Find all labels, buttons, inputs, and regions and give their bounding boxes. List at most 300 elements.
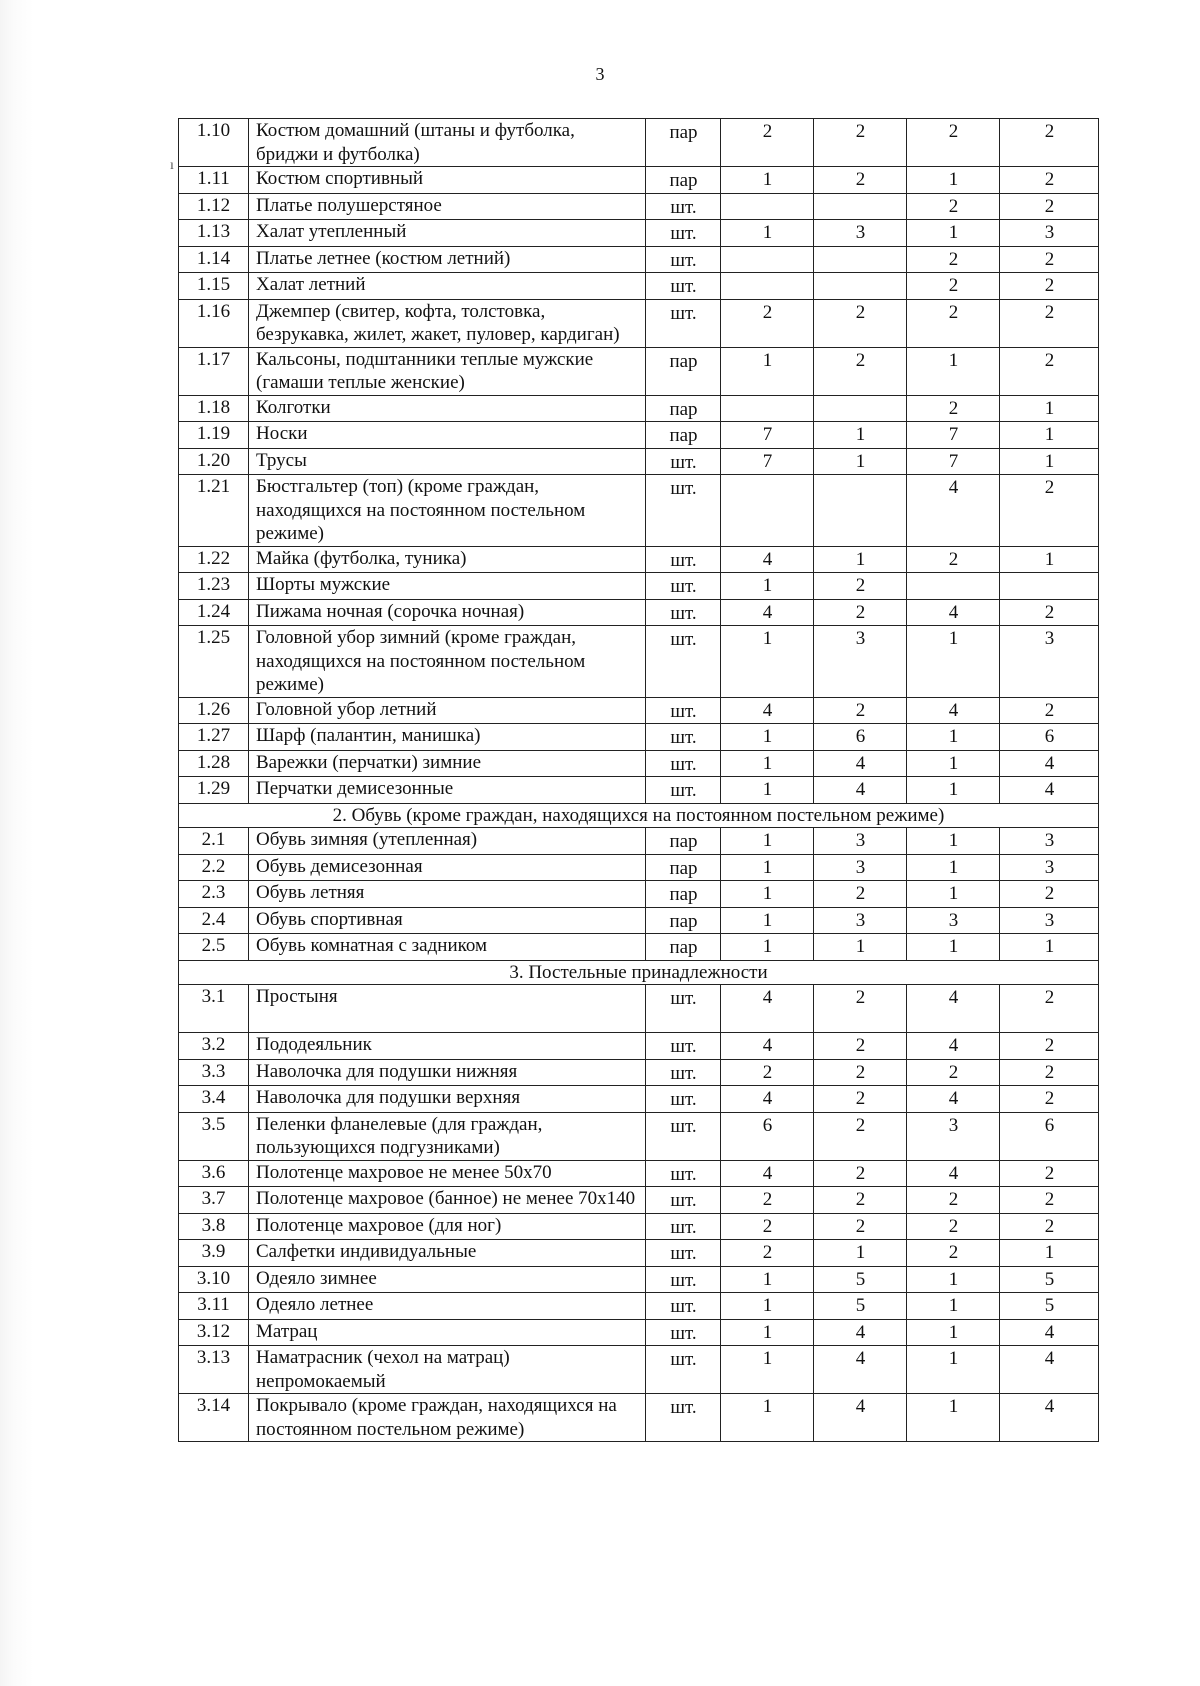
item-name: Платье полушерстяное [249,193,646,220]
item-unit: шт. [646,1059,721,1086]
item-qty-1: 1 [721,777,814,804]
item-qty-3: 7 [907,448,1000,475]
item-number: 1.11 [179,167,249,194]
item-qty-3: 4 [907,599,1000,626]
item-qty-1 [721,246,814,273]
item-qty-1 [721,475,814,547]
item-name: Простыня [249,985,646,1033]
item-number: 1.24 [179,599,249,626]
item-name: Салфетки индивидуальные [249,1240,646,1267]
table-row [179,750,1099,777]
item-qty-2: 2 [814,299,907,347]
item-unit: шт. [646,193,721,220]
item-name: Наматрасник (чехол на матрац) непромокаемый [249,1346,646,1394]
item-unit: шт. [646,220,721,247]
item-name: Головной убор зимний (кроме граждан, находящихся на постоянном постельном режиме) [249,626,646,698]
item-number: 3.4 [179,1086,249,1113]
item-qty-2: 4 [814,750,907,777]
table-row [179,1213,1099,1240]
item-unit: пар [646,881,721,908]
item-qty-4: 4 [1000,750,1099,777]
item-qty-4: 2 [1000,347,1099,395]
item-name: Костюм спортивный [249,167,646,194]
table-row [179,246,1099,273]
clothing-norms-table [178,118,1099,1442]
table-row [179,546,1099,573]
item-name: Матрац [249,1319,646,1346]
item-unit: шт. [646,1266,721,1293]
item-unit: шт. [646,1213,721,1240]
item-qty-1: 1 [721,220,814,247]
item-qty-1: 4 [721,985,814,1033]
item-number: 1.25 [179,626,249,698]
item-qty-4: 2 [1000,1059,1099,1086]
item-qty-2: 3 [814,854,907,881]
table-row [179,1319,1099,1346]
item-qty-4: 1 [1000,395,1099,422]
item-qty-3: 3 [907,1112,1000,1160]
item-qty-3: 3 [907,907,1000,934]
item-unit: шт. [646,1086,721,1113]
item-qty-4: 6 [1000,1112,1099,1160]
item-unit: шт. [646,448,721,475]
table-row [179,422,1099,449]
item-name: Обувь комнатная с задником [249,934,646,961]
item-unit: пар [646,167,721,194]
table-row [179,220,1099,247]
item-unit: шт. [646,626,721,698]
item-qty-2: 1 [814,422,907,449]
item-qty-2 [814,273,907,300]
item-name: Покрывало (кроме граждан, находящихся на постоянном постельном режиме) [249,1394,646,1442]
item-unit: шт. [646,750,721,777]
item-number: 3.9 [179,1240,249,1267]
item-qty-3: 1 [907,1346,1000,1394]
item-unit: шт. [646,573,721,600]
item-qty-3: 4 [907,985,1000,1033]
item-name: Перчатки демисезонные [249,777,646,804]
item-number: 1.14 [179,246,249,273]
table-row [179,907,1099,934]
item-number: 2.2 [179,854,249,881]
item-qty-2 [814,193,907,220]
item-qty-4: 2 [1000,475,1099,547]
item-unit: пар [646,934,721,961]
item-qty-1 [721,193,814,220]
item-unit: шт. [646,546,721,573]
item-qty-1: 2 [721,119,814,167]
item-qty-1: 1 [721,881,814,908]
item-unit: шт. [646,777,721,804]
item-qty-3: 2 [907,1059,1000,1086]
item-qty-4: 2 [1000,1160,1099,1187]
item-qty-2: 6 [814,724,907,751]
item-unit: шт. [646,697,721,724]
item-qty-1: 7 [721,422,814,449]
item-name: Пеленки фланелевые (для граждан, пользующихся подгузниками) [249,1112,646,1160]
item-name: Полотенце махровое (банное) не менее 70х140 [249,1187,646,1214]
item-unit: пар [646,422,721,449]
item-number: 1.18 [179,395,249,422]
item-qty-2: 2 [814,985,907,1033]
item-qty-1: 1 [721,626,814,698]
item-qty-4: 3 [1000,626,1099,698]
table-row [179,1394,1099,1442]
item-unit: шт. [646,246,721,273]
item-number: 1.15 [179,273,249,300]
item-qty-2: 2 [814,1160,907,1187]
item-number: 3.6 [179,1160,249,1187]
item-qty-2: 1 [814,448,907,475]
item-qty-1: 1 [721,828,814,855]
item-qty-1: 4 [721,546,814,573]
item-qty-1: 2 [721,299,814,347]
item-name: Обувь зимняя (утепленная) [249,828,646,855]
item-qty-4: 1 [1000,934,1099,961]
item-qty-1: 2 [721,1187,814,1214]
item-name: Кальсоны, подштанники теплые мужские (гамаши теплые женские) [249,347,646,395]
item-qty-3: 1 [907,347,1000,395]
item-number: 1.26 [179,697,249,724]
item-qty-2: 5 [814,1266,907,1293]
item-qty-3: 1 [907,167,1000,194]
section-row [179,960,1099,985]
item-qty-4: 4 [1000,777,1099,804]
item-qty-1: 7 [721,448,814,475]
item-qty-2: 5 [814,1293,907,1320]
table-row [179,985,1099,1033]
item-unit: шт. [646,1160,721,1187]
item-qty-2: 2 [814,599,907,626]
item-qty-4: 1 [1000,422,1099,449]
item-qty-2: 1 [814,934,907,961]
item-qty-1: 1 [721,934,814,961]
item-unit: шт. [646,985,721,1033]
item-qty-1: 6 [721,1112,814,1160]
item-name: Майка (футболка, туника) [249,546,646,573]
item-name: Наволочка для подушки нижняя [249,1059,646,1086]
item-qty-4: 5 [1000,1293,1099,1320]
item-unit: шт. [646,599,721,626]
item-name: Полотенце махровое не менее 50х70 [249,1160,646,1187]
table-row [179,299,1099,347]
item-qty-4: 3 [1000,907,1099,934]
item-qty-3: 1 [907,750,1000,777]
item-unit: шт. [646,1394,721,1442]
section-title: 2. Обувь (кроме граждан, находящихся на постоянном постельном режиме) [179,803,1099,828]
item-qty-4: 4 [1000,1319,1099,1346]
item-qty-2: 2 [814,1059,907,1086]
item-name: Полотенце махровое (для ног) [249,1213,646,1240]
item-name: Наволочка для подушки верхняя [249,1086,646,1113]
item-name: Одеяло летнее [249,1293,646,1320]
table-row [179,881,1099,908]
item-qty-3: 1 [907,854,1000,881]
item-name: Трусы [249,448,646,475]
item-name: Платье летнее (костюм летний) [249,246,646,273]
item-unit: шт. [646,273,721,300]
item-qty-4: 1 [1000,448,1099,475]
item-qty-2: 4 [814,1346,907,1394]
table-row [179,1187,1099,1214]
item-name: Колготки [249,395,646,422]
item-number: 1.21 [179,475,249,547]
table-body [179,119,1099,1442]
item-qty-4: 1 [1000,1240,1099,1267]
item-qty-1: 1 [721,573,814,600]
table-row [179,1346,1099,1394]
item-qty-3: 1 [907,220,1000,247]
item-qty-3: 4 [907,697,1000,724]
item-qty-4: 2 [1000,1086,1099,1113]
table-row [179,626,1099,698]
item-qty-1: 1 [721,1266,814,1293]
item-qty-3: 1 [907,1319,1000,1346]
item-name: Пижама ночная (сорочка ночная) [249,599,646,626]
item-name: Головной убор летний [249,697,646,724]
table-row [179,599,1099,626]
item-name: Пододеяльник [249,1033,646,1060]
item-qty-3: 4 [907,1160,1000,1187]
item-name: Шорты мужские [249,573,646,600]
item-qty-1: 4 [721,1160,814,1187]
item-qty-4: 4 [1000,1394,1099,1442]
item-qty-4: 2 [1000,167,1099,194]
item-qty-1: 2 [721,1213,814,1240]
item-number: 2.1 [179,828,249,855]
item-qty-2: 2 [814,1213,907,1240]
item-qty-2: 3 [814,626,907,698]
item-name: Бюстгальтер (топ) (кроме граждан, находящихся на постоянном постельном режиме) [249,475,646,547]
margin-mark: ı [170,158,174,173]
item-qty-3: 1 [907,777,1000,804]
item-qty-3: 4 [907,475,1000,547]
item-qty-4: 2 [1000,599,1099,626]
table-row [179,119,1099,167]
item-qty-1 [721,395,814,422]
item-number: 3.14 [179,1394,249,1442]
item-qty-1: 1 [721,724,814,751]
item-qty-4: 3 [1000,828,1099,855]
item-qty-4: 2 [1000,1213,1099,1240]
item-qty-2: 1 [814,1240,907,1267]
item-number: 1.17 [179,347,249,395]
section-title: 3. Постельные принадлежности [179,960,1099,985]
table-row [179,347,1099,395]
item-unit: шт. [646,1293,721,1320]
item-number: 3.1 [179,985,249,1033]
item-qty-3: 1 [907,626,1000,698]
item-qty-2: 2 [814,881,907,908]
item-number: 3.2 [179,1033,249,1060]
item-qty-4: 2 [1000,881,1099,908]
item-unit: шт. [646,1319,721,1346]
item-qty-3: 2 [907,546,1000,573]
item-qty-1: 1 [721,1319,814,1346]
item-number: 1.22 [179,546,249,573]
table-row [179,854,1099,881]
item-qty-4: 2 [1000,985,1099,1033]
item-qty-4: 1 [1000,546,1099,573]
item-number: 2.5 [179,934,249,961]
item-unit: пар [646,828,721,855]
item-qty-4: 5 [1000,1266,1099,1293]
item-qty-2: 2 [814,697,907,724]
section-row [179,803,1099,828]
item-qty-2: 2 [814,573,907,600]
item-number: 3.7 [179,1187,249,1214]
item-qty-1: 4 [721,1033,814,1060]
item-unit: шт. [646,299,721,347]
item-qty-3: 2 [907,246,1000,273]
item-qty-1: 1 [721,347,814,395]
table-row [179,1059,1099,1086]
item-qty-4: 2 [1000,246,1099,273]
table-row [179,1160,1099,1187]
item-qty-2: 4 [814,777,907,804]
item-number: 3.11 [179,1293,249,1320]
table-row [179,697,1099,724]
item-qty-1: 2 [721,1059,814,1086]
item-qty-2: 4 [814,1319,907,1346]
item-qty-4: 2 [1000,697,1099,724]
item-qty-2: 2 [814,1187,907,1214]
item-qty-2 [814,475,907,547]
item-qty-4: 2 [1000,1187,1099,1214]
item-unit: пар [646,395,721,422]
item-qty-4: 2 [1000,273,1099,300]
item-qty-1: 4 [721,599,814,626]
item-number: 1.29 [179,777,249,804]
table-row [179,193,1099,220]
item-qty-2 [814,395,907,422]
item-qty-2: 1 [814,546,907,573]
item-qty-1: 2 [721,1240,814,1267]
item-qty-3: 4 [907,1086,1000,1113]
item-number: 3.13 [179,1346,249,1394]
scan-edge-shadow [0,0,34,1686]
item-name: Носки [249,422,646,449]
table-row [179,1293,1099,1320]
item-name: Халат утепленный [249,220,646,247]
item-number: 3.10 [179,1266,249,1293]
item-qty-2: 3 [814,828,907,855]
item-qty-4: 2 [1000,1033,1099,1060]
table-row [179,1112,1099,1160]
item-qty-2: 3 [814,907,907,934]
item-name: Джемпер (свитер, кофта, толстовка, безрукавка, жилет, жакет, пуловер, кардиган) [249,299,646,347]
item-number: 3.8 [179,1213,249,1240]
item-unit: пар [646,907,721,934]
item-name: Шарф (палантин, манишка) [249,724,646,751]
item-qty-2: 2 [814,1033,907,1060]
item-name: Одеяло зимнее [249,1266,646,1293]
item-qty-2: 2 [814,167,907,194]
item-number: 2.4 [179,907,249,934]
table-row [179,1033,1099,1060]
item-unit: шт. [646,1112,721,1160]
item-unit: шт. [646,475,721,547]
item-qty-2: 3 [814,220,907,247]
table-row [179,828,1099,855]
item-qty-1: 1 [721,167,814,194]
item-qty-3: 2 [907,1213,1000,1240]
item-qty-2: 2 [814,1112,907,1160]
table-row [179,573,1099,600]
table-row [179,395,1099,422]
item-number: 3.3 [179,1059,249,1086]
item-qty-2: 4 [814,1394,907,1442]
item-qty-1: 1 [721,854,814,881]
table-row [179,1086,1099,1113]
item-name: Обувь демисезонная [249,854,646,881]
item-qty-3: 2 [907,395,1000,422]
item-qty-1: 1 [721,1346,814,1394]
item-qty-1: 4 [721,1086,814,1113]
table-row [179,273,1099,300]
item-qty-3: 1 [907,1266,1000,1293]
item-qty-4 [1000,573,1099,600]
item-qty-4: 4 [1000,1346,1099,1394]
item-number: 3.12 [179,1319,249,1346]
item-number: 2.3 [179,881,249,908]
item-number: 1.28 [179,750,249,777]
item-qty-3: 2 [907,193,1000,220]
item-qty-2 [814,246,907,273]
item-qty-2: 2 [814,347,907,395]
item-qty-3: 2 [907,119,1000,167]
item-name: Обувь спортивная [249,907,646,934]
item-qty-3: 2 [907,273,1000,300]
item-qty-1: 1 [721,907,814,934]
table-row [179,724,1099,751]
item-unit: пар [646,347,721,395]
item-unit: пар [646,119,721,167]
item-qty-1: 4 [721,697,814,724]
item-qty-3: 1 [907,724,1000,751]
item-name: Обувь летняя [249,881,646,908]
item-qty-1: 1 [721,1394,814,1442]
item-number: 1.20 [179,448,249,475]
item-qty-1 [721,273,814,300]
item-number: 1.13 [179,220,249,247]
table-row [179,777,1099,804]
item-number: 1.16 [179,299,249,347]
item-number: 1.12 [179,193,249,220]
item-qty-2: 2 [814,119,907,167]
page-number: 3 [595,64,605,84]
item-qty-2: 2 [814,1086,907,1113]
item-unit: шт. [646,1187,721,1214]
item-qty-4: 2 [1000,299,1099,347]
table-row [179,934,1099,961]
item-unit: шт. [646,1033,721,1060]
item-qty-4: 2 [1000,193,1099,220]
item-qty-4: 6 [1000,724,1099,751]
item-qty-3: 1 [907,828,1000,855]
item-qty-3: 1 [907,1394,1000,1442]
item-qty-4: 3 [1000,854,1099,881]
item-qty-3: 1 [907,881,1000,908]
item-qty-3: 7 [907,422,1000,449]
item-qty-3: 2 [907,1187,1000,1214]
item-unit: шт. [646,1346,721,1394]
item-number: 1.19 [179,422,249,449]
item-qty-1: 1 [721,750,814,777]
table-row [179,448,1099,475]
item-name: Халат летний [249,273,646,300]
item-qty-4: 2 [1000,119,1099,167]
